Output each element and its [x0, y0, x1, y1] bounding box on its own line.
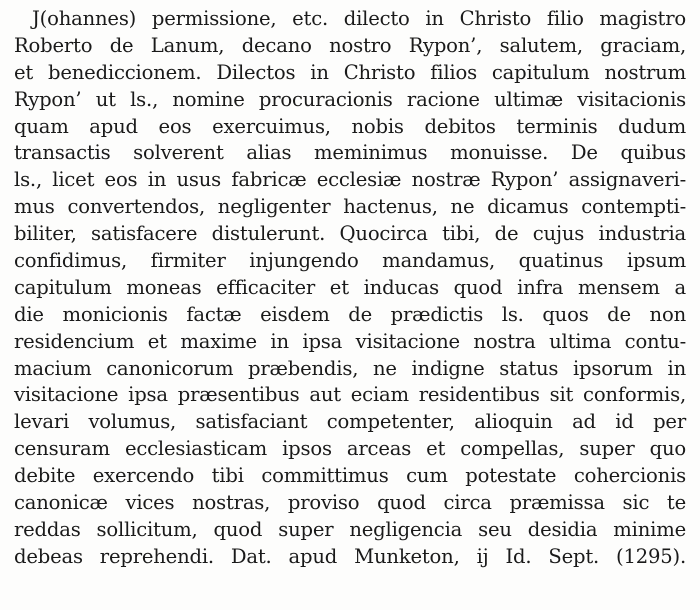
text-line: Rypon’ ut ls., nomine procuracionis racione ultimæ visitacionis	[14, 87, 686, 111]
text-line: quam apud eos exercuimus, nobis debitos terminis dudum	[14, 114, 686, 138]
text-line: censuram ecclesiasticam ipsos arceas et compellas, super quo	[14, 437, 686, 461]
text-line: macium canonicorum præbendis, ne indigne status ipsorum in	[14, 356, 686, 380]
text-line: J(ohannes) permissione, etc. dilecto in Christo filio magistro	[32, 7, 686, 30]
text-line: debite exercendo tibi committimus cum potestate cohercionis	[14, 464, 686, 488]
text-line: et benediccionem. Dilectos in Christo filios capitulum nostrum	[14, 60, 686, 84]
text-line: canonicæ vices nostras, proviso quod circa præmissa sic te	[14, 491, 686, 515]
text-line: residencium et maxime in ipsa visitacione nostra ultima contu-	[14, 329, 686, 353]
letter-paragraph	[14, 6, 686, 571]
text-line: mus convertendos, negligenter hactenus, ne dicamus contempti-	[14, 195, 686, 219]
text-line: debeas reprehendi. Dat. apud Munketon, ij Id. Sept. (1295).	[14, 544, 686, 568]
text-line: reddas sollicitum, quod super negligencia seu desidia minime	[14, 517, 686, 541]
text-line: levari volumus, satisfaciant competenter, alioquin ad id per	[14, 410, 686, 434]
text-line: capitulum moneas efficaciter et inducas quod infra mensem a	[14, 275, 686, 299]
text-line: visitacione ipsa præsentibus aut eciam residentibus sit conformis,	[14, 383, 686, 407]
text-line: die monicionis factæ eisdem de prædictis ls. quos de non	[14, 302, 686, 326]
text-line: transactis solverent alias meminimus monuisse. De quibus	[14, 141, 686, 165]
text-line: ls., licet eos in usus fabricæ ecclesiæ nostræ Rypon’ assignaveri-	[14, 168, 686, 192]
text-line: confidimus, firmiter injungendo mandamus, quatinus ipsum	[14, 249, 686, 273]
text-line: Roberto de Lanum, decano nostro Rypon’, salutem, graciam,	[14, 33, 686, 57]
text-line: biliter, satisfacere distulerunt. Quocirca tibi, de cujus industria	[14, 222, 686, 246]
